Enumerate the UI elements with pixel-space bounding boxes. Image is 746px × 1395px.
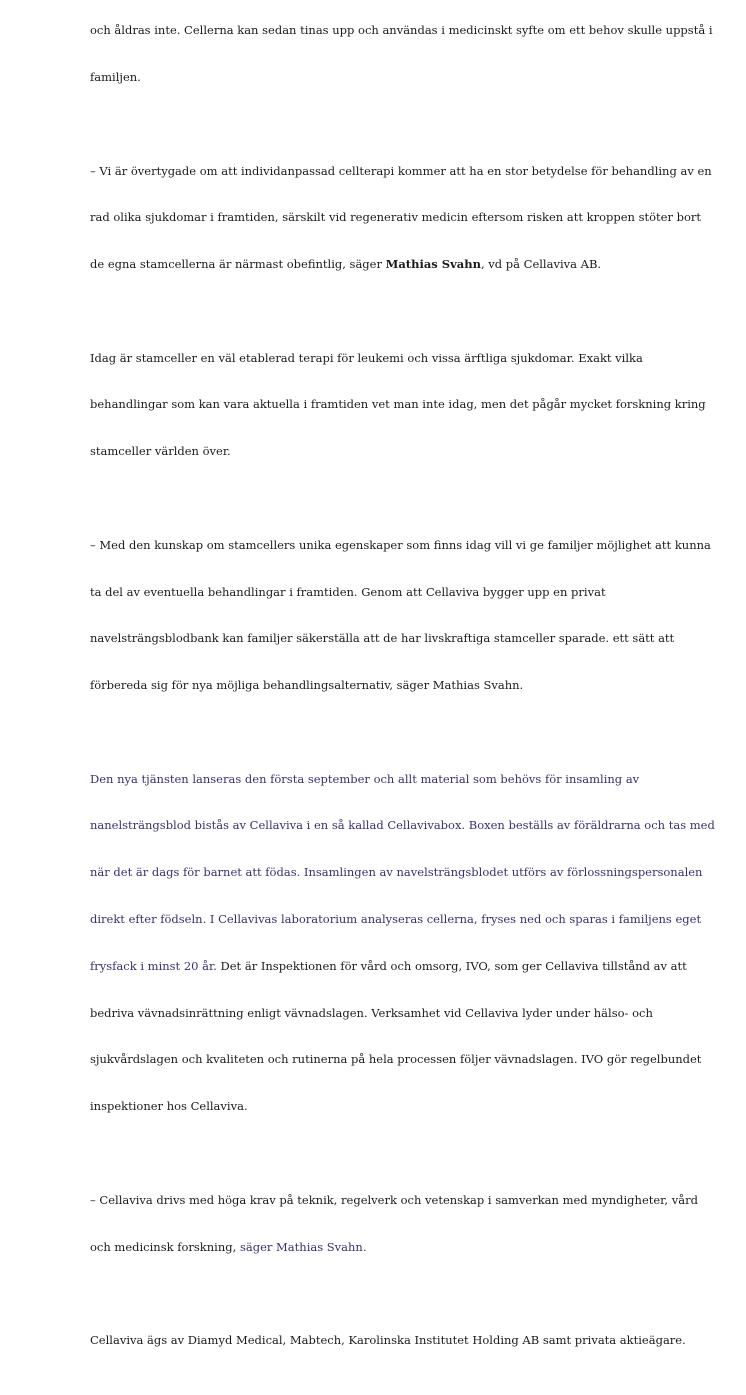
text-line: Cellaviva ägs av Diamyd Medical, Mabtech, Karolinska Institutet Holding AB samt privata aktieägare. xyxy=(90,1333,686,1348)
text-line: Idag är stamceller en väl etablerad terapi för leukemi och vissa ärftliga sjukdomar. Exakt vilka xyxy=(90,350,643,365)
text-line: nanelsträngsblod bistås av Cellaviva i en så kallad Cellavivabox. Boxen beställs av föräldrarna och tas med xyxy=(90,818,715,833)
text-fragment: , vd på Cellaviva AB. xyxy=(480,257,602,272)
text-line xyxy=(90,257,670,273)
paragraph-quote-knowledge xyxy=(90,507,711,725)
paragraph-ownership xyxy=(90,1302,686,1380)
text-line xyxy=(90,958,687,975)
text-line: behandlingar som kan vara aktuella i framtiden vet man inte idag, men det pågår mycket forskning kring xyxy=(90,397,706,412)
paragraph-service-launch xyxy=(90,741,715,1146)
text-line: stamceller världen över. xyxy=(90,444,231,459)
paragraph-stem-cell-therapy xyxy=(90,319,706,491)
text-line: rad olika sjukdomar i framtiden, särskilt vid regenerativ medicin eftersom risken att kroppen stöter bort xyxy=(90,210,702,225)
text-line: och åldras inte. Cellerna kan sedan tinas upp och användas i medicinskt syfte om ett behov skulle uppstå i xyxy=(90,23,713,38)
text-line: – Vi är övertygade om att individanpassad cellterapi kommer att ha en stor betydelse för behandling av en xyxy=(90,163,712,178)
text-line: navelsträngsblodbank kan familjer säkerställa att de har livskraftiga stamceller sparade. ett sätt att xyxy=(90,631,675,646)
text-line: inspektioner hos Cellaviva. xyxy=(90,1099,248,1114)
text-line: när det är dags för barnet att födas. Insamlingen av navelsträngsblodet utförs av förlossningspersonalen xyxy=(90,865,703,880)
paragraph-quote-requirements xyxy=(90,1162,698,1287)
paragraph-storage-intro xyxy=(90,0,713,117)
text-line xyxy=(90,1240,670,1256)
text-line: förbereda sig för nya möjliga behandlingsalternativ, säger Mathias Svahn. xyxy=(90,678,524,693)
text-line: sjukvårdslagen och kvaliteten och rutinerna på hela processen följer vävnadslagen. IVO gör regelbundet xyxy=(90,1052,702,1067)
text-fragment: Det är Inspektionen för vård och omsorg, IVO, som ger Cellaviva tillstånd av att xyxy=(220,958,687,973)
text-line: bedriva vävnadsinrättning enligt vävnadslagen. Verksamhet vid Cellaviva lyder under hälso- och xyxy=(90,1005,653,1020)
text-line: – Cellaviva drivs med höga krav på teknik, regelverk och vetenskap i samverkan med myndigheter, vård xyxy=(90,1192,698,1207)
text-fragment: säger Mathias Svahn. xyxy=(239,1239,367,1254)
paragraph-quote-cell-therapy xyxy=(90,132,712,304)
text-line: familjen. xyxy=(90,69,141,84)
speaker-name: Mathias Svahn xyxy=(385,257,481,272)
text-line: – Med den kunskap om stamcellers unika egenskaper som finns idag vill vi ge familjer möjlighet att kunna xyxy=(90,537,711,552)
text-line: Den nya tjänsten lanseras den första september och allt material som behövs för insamling av xyxy=(90,771,640,786)
text-line: direkt efter födseln. I Cellavivas laboratorium analyseras cellerna, fryses ned och sparas i familjens eget xyxy=(90,912,702,927)
text-fragment: frysfack i minst 20 år. xyxy=(90,958,221,973)
document-page xyxy=(90,0,715,1395)
text-fragment: de egna stamcellerna är närmast obefintlig, säger xyxy=(90,257,386,272)
text-line: ta del av eventuella behandlingar i framtiden. Genom att Cellaviva bygger upp en privat xyxy=(90,584,606,599)
text-fragment: och medicinsk forskning, xyxy=(90,1239,240,1254)
